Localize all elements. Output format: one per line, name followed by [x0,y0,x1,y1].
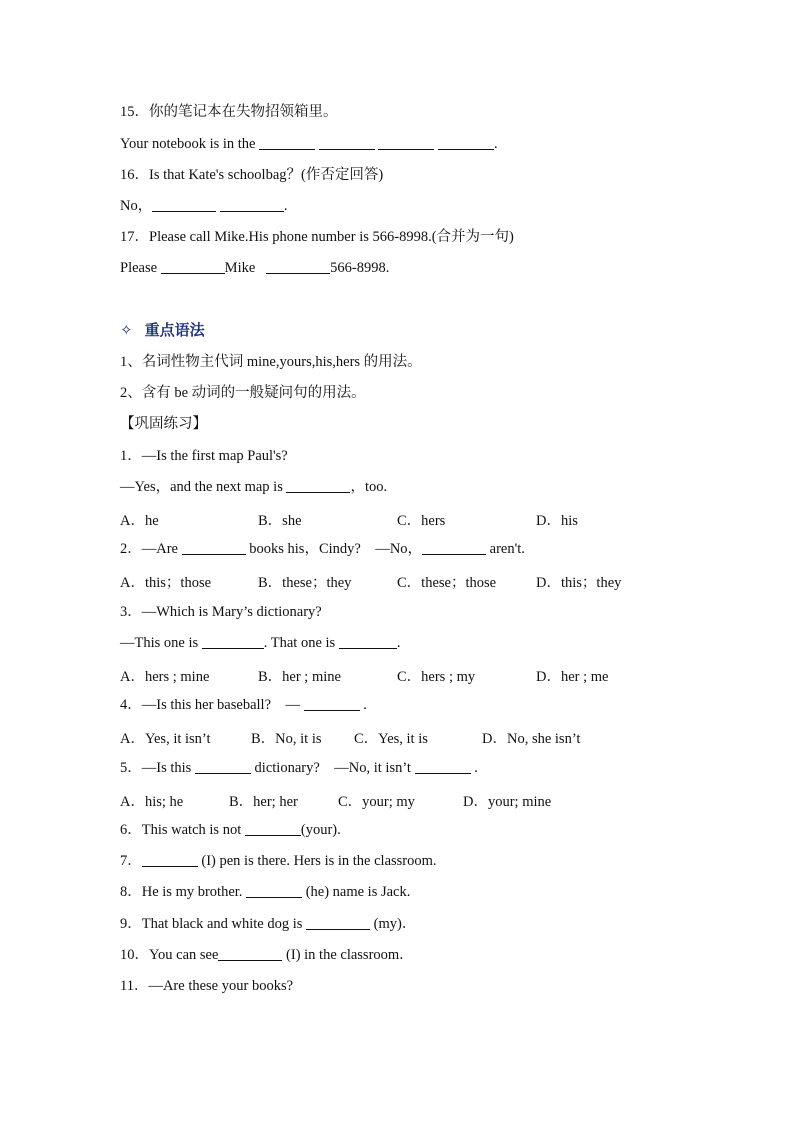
grammar-title: 重点语法 [144,323,205,339]
q7-prefix: 7． [120,853,142,869]
q5-mid: dictionary? —No, it isn’t [254,760,411,776]
question-17-prompt: 17．Please call Mike.His phone number is 566-8998.(合并为一句) [120,229,514,245]
q7-suffix: (I) pen is there. Hers is in the classroom. [201,853,437,869]
question-2-options [0,571,793,589]
question-6 [120,821,341,839]
q5-prefix: 5．—Is this [120,760,192,776]
option-d[interactable]: D．his [536,513,578,529]
option-d[interactable]: D．her ; me [536,669,609,685]
answer-blank[interactable] [438,135,494,150]
answer-blank[interactable] [220,197,284,212]
option-d[interactable]: D．this；they [536,575,622,591]
q2-mid: books his，Cindy? —No， [249,541,423,557]
option-d[interactable]: D．your; mine [463,794,552,810]
answer-blank[interactable] [245,821,301,836]
answer-blank[interactable] [422,540,486,555]
question-16-prompt: 16．Is that Kate's schoolbag？(作否定回答) [120,167,384,183]
question-16-answer [120,197,287,215]
option-a[interactable]: A．this；those [120,575,212,591]
question-1-line-2 [120,478,387,496]
answer-blank[interactable] [319,135,375,150]
q10-prefix: 10．You can see [120,947,219,963]
option-b[interactable]: B．she [258,513,302,529]
option-b[interactable]: B．these；they [258,575,352,591]
option-c[interactable]: C．hers [397,513,446,529]
grammar-point-2: 2、含有 be 动词的一般疑问句的用法。 [120,385,366,401]
answer-blank[interactable] [161,259,225,274]
q4-prefix: 4．—Is this her baseball? — [120,697,301,713]
question-2 [120,540,525,558]
option-a[interactable]: A．hers ; mine [120,669,210,685]
q17-part1: Please [120,260,158,276]
answer-blank[interactable] [415,759,471,774]
q2-prefix: 2．—Are [120,541,178,557]
practice-title: 【巩固练习】 [120,416,207,432]
answer-blank[interactable] [202,634,264,649]
grammar-heading [120,322,205,340]
diamond-icon: ✧ [120,323,133,339]
option-b[interactable]: B．No, it is [251,731,322,747]
q16-suffix: . [283,198,288,214]
q1-prefix: —Yes，and the next map is [120,479,283,495]
q3-prefix: —This one is [120,635,199,651]
option-c[interactable]: C．Yes, it is [354,731,428,747]
option-c[interactable]: C．these；those [397,575,497,591]
answer-blank[interactable] [182,540,246,555]
answer-blank[interactable] [246,883,302,898]
question-4 [120,696,367,714]
q17-part2: Mike [224,260,256,276]
answer-blank[interactable] [195,759,251,774]
q1-suffix: ，too. [350,479,388,495]
q4-suffix: . [363,697,367,713]
answer-blank[interactable] [152,197,216,212]
q6-prefix: 6．This watch is not [120,822,242,838]
q2-suffix: aren't. [489,541,525,557]
q5-suffix: . [474,760,478,776]
option-a[interactable]: A．he [120,513,159,529]
question-3-line-1: 3．—Which is Mary’s dictionary? [120,604,322,620]
q16-prefix: No， [120,198,153,214]
question-15-chinese: 15．你的笔记本在失物招领箱里。 [120,104,338,120]
question-15-english: Your notebook is in the . [120,136,498,152]
q3-mid: . That one is [263,635,336,651]
answer-blank[interactable] [259,135,315,150]
answer-blank[interactable] [266,259,330,274]
question-3-options [0,665,793,683]
option-b[interactable]: B．her; her [229,794,298,810]
question-5 [120,759,478,777]
question-1-options [0,509,793,527]
answer-blank[interactable] [339,634,397,649]
option-a[interactable]: A．his; he [120,794,184,810]
answer-blank[interactable] [286,478,350,493]
answer-blank[interactable] [304,696,360,711]
question-7 [120,852,437,870]
q10-suffix: (I) in the classroom． [286,947,414,963]
option-a[interactable]: A．Yes, it isn’t [120,731,211,747]
q9-suffix: (my)． [373,916,417,932]
q3-suffix: . [396,635,401,651]
q8-prefix: 8．He is my brother. [120,884,243,900]
answer-blank[interactable] [218,946,282,961]
question-10 [120,946,414,964]
option-c[interactable]: C．your; my [338,794,415,810]
q8-suffix: (he) name is Jack. [305,884,411,900]
question-5-options [0,790,793,808]
option-c[interactable]: C．hers ; my [397,669,476,685]
q15-prefix: Your notebook is in the [120,136,256,152]
question-9 [120,915,416,933]
grammar-point-1: 1、名词性物主代词 mine,yours,his,hers 的用法。 [120,354,422,370]
option-b[interactable]: B．her ; mine [258,669,341,685]
q9-prefix: 9．That black and white dog is [120,916,303,932]
answer-blank[interactable] [142,852,198,867]
answer-blank[interactable] [378,135,434,150]
question-4-options [0,727,793,745]
question-17-answer [120,259,389,277]
question-8 [120,883,410,901]
question-1-line-1: 1．—Is the first map Paul's? [120,448,288,464]
question-11: 11．—Are these your books? [120,978,294,994]
option-d[interactable]: D．No, she isn’t [482,731,581,747]
answer-blank[interactable] [306,915,370,930]
q17-part3: 566-8998. [330,260,390,276]
question-3-line-2 [120,634,400,652]
q6-suffix: (your). [300,822,341,838]
